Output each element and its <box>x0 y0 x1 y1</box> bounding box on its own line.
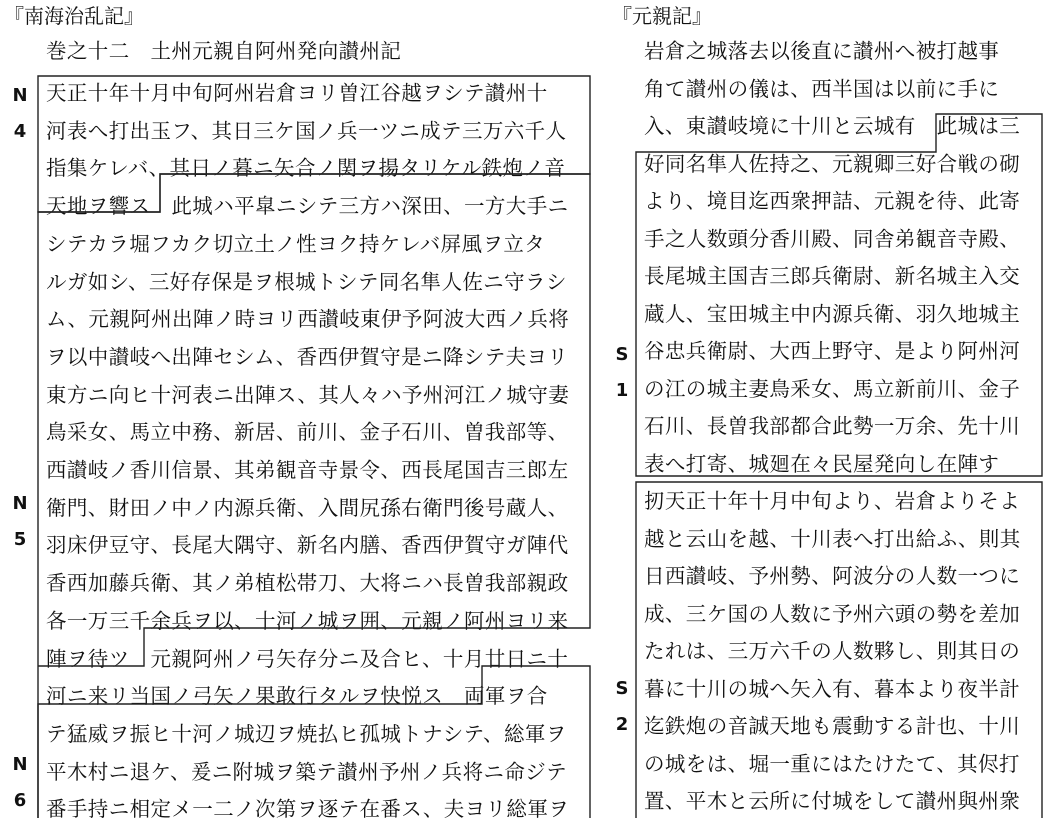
right-text-line-12: 表へ打寄、城廻在々民屋発向し在陣す <box>644 451 1000 476</box>
marker-s1-number: 1 <box>615 380 629 401</box>
right-text-line-3: 入、東讃岐境に十川と云城有 此城は三 <box>644 114 1021 138</box>
left-text-line-12: 衛門、財田ノ中ノ内源兵衛、入間尻孫右衛門後号蔵人、 <box>46 495 569 520</box>
right-text-line-6: 手之人数頭分香川殿、同舎弟観音寺殿、 <box>644 226 1021 251</box>
marker-s1-letter: S <box>615 344 629 365</box>
right-text-line-8: 蔵人、宝田城主中内源兵衛、羽久地城主 <box>644 301 1021 326</box>
marker-n6-letter: N <box>12 754 28 775</box>
right-text-line-13: 扨天正十年十月中旬より、岩倉よりそよ <box>644 489 1021 513</box>
left-text-line-10: 鳥采女、馬立中務、新居、前川、金子石川、曽我部等、 <box>46 420 569 445</box>
left-text-line-20: 番手持ニ相定メ一二ノ次第ヲ逐テ在番ス、夫ヨリ総軍ヲ <box>46 797 570 822</box>
right-text-line-20: の城をは、堀一重にはたけたて、其侭打 <box>644 751 1020 776</box>
right-text-line-18: 暮に十川の城へ矢入有、暮本より夜半計 <box>644 676 1021 701</box>
marker-s2-number: 2 <box>615 714 629 735</box>
right-text-line-17: たれは、三万六千の人数夥し、則其日の <box>644 639 1021 663</box>
left-text-line-1: 天正十年十月中旬阿州岩倉ヨリ曽江谷越ヲシテ讃州十 <box>46 81 548 105</box>
left-text-line-9: 東方ニ向ヒ十河表ニ出陣ス、其人々ハ予州河江ノ城守妻 <box>46 382 570 407</box>
right-text-line-11: 石川、長曽我部都合此勢一万余、先十川 <box>644 414 1021 438</box>
left-text-line-3: 指集ケレバ、其日ノ暮ニ矢合ノ関ヲ揚タリケル鉄炮ノ音 <box>46 156 566 181</box>
left-text-line-17: 河ニ来リ当国ノ弓矢ノ果敢行タルヲ快悦ス 両軍ヲ合 <box>46 684 548 709</box>
left-text-line-18: テ猛威ヲ振ヒ十河ノ城辺ヲ焼払ヒ孤城トナシテ、総軍ヲ <box>46 721 567 746</box>
left-text-line-2: 河表へ打出玉フ、其日三ケ国ノ兵一ツニ成テ三万六千人 <box>46 118 567 143</box>
left-text-line-14: 香西加藤兵衛、其ノ弟植松帯刀、大将ニハ長曽我部親政 <box>46 571 569 596</box>
marker-n5-number: 5 <box>13 529 27 550</box>
right-text-line-10: の江の城主妻鳥釆女、馬立新前川、金子 <box>644 376 1021 401</box>
left-text-line-8: ヲ以中讃岐へ出陣セシム、香西伊賀守是ニ降シテ夫ヨリ <box>46 344 569 369</box>
left-text-line-5: シテカラ堀フカク切立土ノ性ヨク持ケレバ屏風ヲ立タ <box>46 231 546 256</box>
right-text-line-1: 岩倉之城落去以後直に讃州へ被打越事 <box>644 39 1000 63</box>
marker-n4-number: 4 <box>13 121 27 142</box>
right-text-line-2: 角て讃州の儀は、西半国は以前に手に <box>644 76 1000 101</box>
right-text-line-9: 谷忠兵衛尉、大西上野守、是より阿州河 <box>644 339 1021 363</box>
marker-n5-letter: N <box>12 493 28 514</box>
right-text-line-21: 置、平木と云所に付城をして讃州與州衆 <box>644 789 1021 813</box>
left-text-line-6: ルガ如シ、三好存保是ヲ根城トシテ同名隼人佐ニ守ラシ <box>46 269 567 294</box>
right-text-line-14: 越と云山を越、十川表へ打出給ふ、則其 <box>644 526 1021 551</box>
left-text-line-11: 西讃岐ノ香川信景、其弟観音寺景令、西長尾国吉三郎左 <box>46 458 569 482</box>
left-text-line-4: 天地ヲ響ス 此城ハ平皐ニシテ三方ハ深田、一方大手ニ <box>46 194 569 219</box>
right-text-line-4: 好同名隼人佐持之、元親卿三好合戦の砌 <box>644 151 1021 176</box>
right-text-line-7: 長尾城主国吉三郎兵衛尉、新名城主入交 <box>644 264 1021 288</box>
right-source-title: 『元親記』 <box>612 4 712 28</box>
right-text-line-5: より、境目迄西衆押詰、元親を待、此寄 <box>644 189 1021 213</box>
left-source-title: 『南海治乱記』 <box>4 4 144 28</box>
right-text-line-19: 迄鉄炮の音誠天地も震動する計也、十川 <box>644 714 1021 738</box>
left-text-line-19: 平木村ニ退ケ、爰ニ附城ヲ築テ讃州予州ノ兵将ニ命ジテ <box>46 759 568 784</box>
left-text-line-7: ム、元親阿州出陣ノ時ヨリ西讃岐東伊予阿波大西ノ兵将 <box>46 307 570 332</box>
marker-n4-letter: N <box>12 85 28 106</box>
marker-s2-letter: S <box>615 678 629 699</box>
left-text-line-13: 羽床伊豆守、長尾大隅守、新名内膳、香西伊賀守ガ陣代 <box>46 533 569 558</box>
left-text-line-15: 各一万三千余兵ヲ以、十河ノ城ヲ囲、元親ノ阿州ヨリ来 <box>46 608 569 633</box>
right-text-line-15: 日西讃岐、予州勢、阿波分の人数一つに <box>644 564 1021 588</box>
right-text-line-16: 成、三ケ国の人数に予州六頭の勢を差加 <box>644 601 1021 626</box>
marker-n6-number: 6 <box>13 790 27 811</box>
left-chapter-heading: 巻之十二 土州元親自阿州発向讃州記 <box>46 39 402 63</box>
left-text-line-16: 陣ヲ待ツ 元親阿州ノ弓矢存分ニ及合ヒ、十月廿日ニ十 <box>46 646 569 671</box>
